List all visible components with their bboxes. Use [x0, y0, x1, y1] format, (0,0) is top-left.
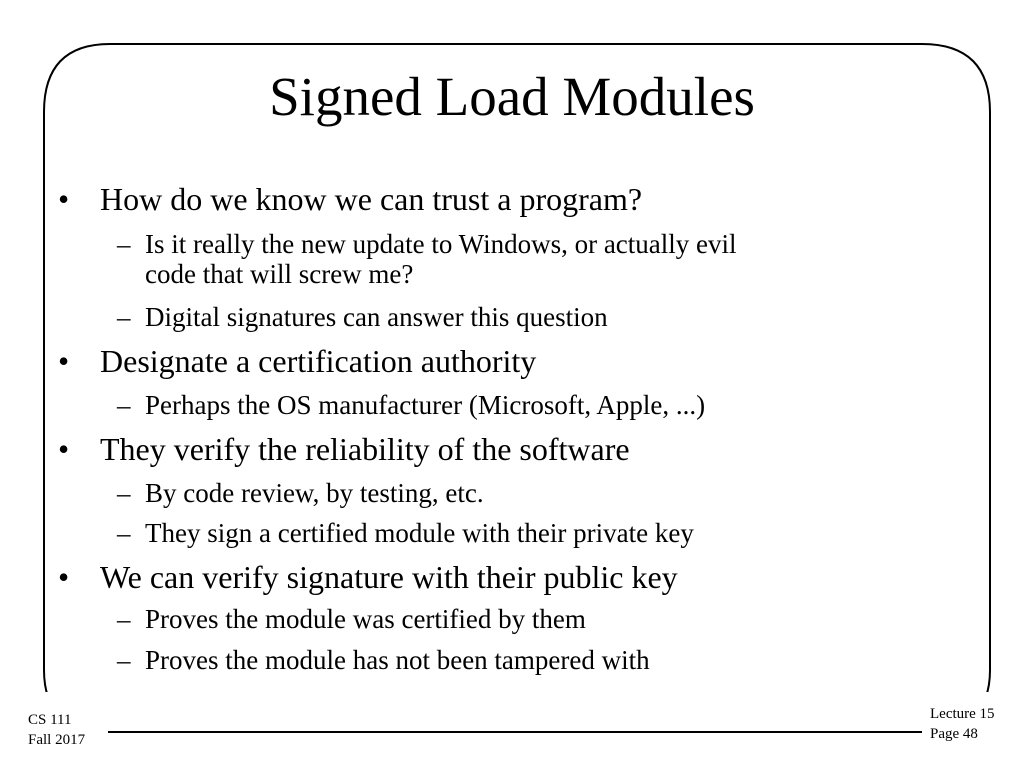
bullet-marker: •	[58, 181, 70, 217]
sub-bullet-item-3	[117, 389, 706, 421]
sub-bullet-text: They sign a certified module with their private key	[145, 518, 694, 548]
bullet-marker: •	[58, 559, 70, 595]
footer-lecture: Lecture 15	[930, 706, 995, 722]
sub-bullet-text: By code review, by testing, etc.	[145, 478, 484, 508]
sub-bullet-text: Is it really the new update to Windows, or actually evil	[145, 229, 737, 259]
footer-course: CS 111	[28, 712, 72, 728]
sub-bullet-continuation	[145, 258, 413, 290]
bullet-text: How do we know we can trust a program?	[100, 181, 643, 217]
sub-bullet-item-6	[117, 603, 586, 635]
sub-bullet-text: Proves the module was certified by them	[145, 604, 586, 634]
sub-bullet-text-continuation: code that will screw me?	[145, 259, 414, 289]
footer-page: Page 48	[930, 726, 978, 742]
sub-bullet-text: Proves the module has not been tampered with	[145, 645, 650, 675]
footer-term: Fall 2017	[28, 732, 86, 748]
bullet-text: They verify the reliability of the software	[100, 431, 630, 467]
bullet-item-4	[58, 558, 678, 596]
sub-bullet-marker: –	[117, 478, 131, 508]
sub-bullet-marker: –	[117, 302, 131, 332]
sub-bullet-item-4	[117, 477, 484, 509]
bullet-text: Designate a certification authority	[100, 343, 537, 379]
sub-bullet-item-2	[117, 301, 608, 333]
bullet-text: We can verify signature with their public key	[100, 559, 678, 595]
sub-bullet-text: Digital signatures can answer this question	[145, 302, 608, 332]
slide-title: Signed Load Modules	[269, 66, 755, 127]
sub-bullet-marker: –	[117, 390, 131, 420]
bullet-marker: •	[58, 431, 70, 467]
sub-bullet-item-1	[117, 228, 737, 260]
sub-bullet-text: Perhaps the OS manufacturer (Microsoft, Apple, ...)	[145, 390, 706, 420]
bullet-item-1	[58, 180, 643, 218]
bullet-item-2	[58, 342, 537, 380]
sub-bullet-marker: –	[117, 518, 131, 548]
bullet-item-3	[58, 430, 630, 468]
sub-bullet-item-5	[117, 517, 694, 549]
bullet-marker: •	[58, 343, 70, 379]
sub-bullet-marker: –	[117, 229, 131, 259]
sub-bullet-marker: –	[117, 645, 131, 675]
sub-bullet-marker: –	[117, 604, 131, 634]
sub-bullet-item-7	[117, 644, 650, 676]
